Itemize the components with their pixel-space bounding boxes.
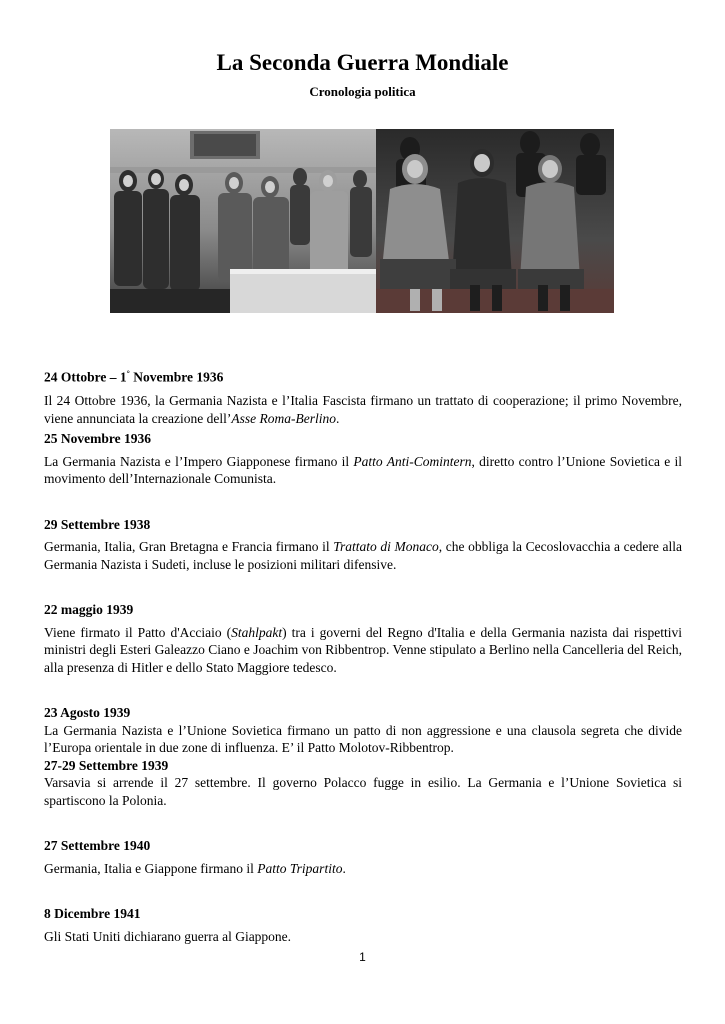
timeline-entry <box>44 837 682 877</box>
entry-date: 22 maggio 1939 <box>44 602 134 617</box>
timeline-entry <box>44 516 682 574</box>
timeline-entry <box>44 905 682 945</box>
timeline-entry <box>44 601 682 676</box>
timeline <box>44 365 682 945</box>
entry-date: 25 Novembre 1936 <box>44 431 151 446</box>
entry-text: Il 24 Ottobre 1936, la Germania Nazista e l’Italia Fascista firmano un trattato di cooperazione; il primo Novembre, viene annunciata la creazione dell’Asse Roma-Berlino. <box>44 393 682 426</box>
entry-text: Germania, Italia e Giappone firmano il Patto Tripartito. <box>44 860 346 876</box>
entry-text: La Germania Nazista e l’Unione Sovietica firmano un patto di non aggressione e una clausola segreta che divide l’Europa orientale in due zone di influenza. E’ il Patto Molotov-Ribbentrop. <box>44 722 682 755</box>
entry-date: 27 Settembre 1940 <box>44 838 151 853</box>
entry-date: 27-29 Settembre 1939 <box>44 757 169 773</box>
entry-text: Germania, Italia, Gran Bretagna e Francia firmano il Trattato di Monaco, che obbliga la Cecoslovacchia a cedere alla Germania Nazista i Sudeti, incluse le posizioni militari difensive. <box>44 539 682 572</box>
entry-text: Varsavia si arrende il 27 settembre. Il governo Polacco fugge in esilio. La Germania e l’Unione Sovietica si spartiscono la Polonia. <box>44 775 682 808</box>
timeline-entry <box>44 430 682 488</box>
timeline-entry <box>44 365 682 427</box>
page-title: La Seconda Guerra Mondiale <box>216 50 509 75</box>
entry-date: 8 Dicembre 1941 <box>44 906 141 921</box>
page-subtitle: Cronologia politica <box>309 84 416 99</box>
historical-photo <box>110 129 614 313</box>
timeline-entry <box>44 704 682 757</box>
entry-text: La Germania Nazista e l’Impero Giapponese firmano il Patto Anti-Comintern, diretto contro l’Unione Sovietica e il movimento dell’Internazionale Comunista. <box>44 453 683 486</box>
entry-date: 29 Settembre 1938 <box>44 516 151 532</box>
entry-text: Viene firmato il Patto d'Acciaio (Stahlpakt) tra i governi del Regno d'Italia e della Germania nazista dai rispettivi ministri degli Esteri Galeazzo Ciano e Joachim von Ribbentrop. Venne stipulato a Berlino nella Cancelleria del Reich, alla presenza di Hitler e dello Stato Maggiore tedesco. <box>44 624 682 675</box>
entry-date: 23 Agosto 1939 <box>44 705 131 720</box>
timeline-entry <box>44 757 682 810</box>
entry-date: 24 Ottobre – 1° Novembre 1936 <box>44 369 224 385</box>
entry-text: Gli Stati Uniti dichiarano guerra al Giappone. <box>44 928 292 944</box>
page-number: 1 <box>359 950 366 964</box>
